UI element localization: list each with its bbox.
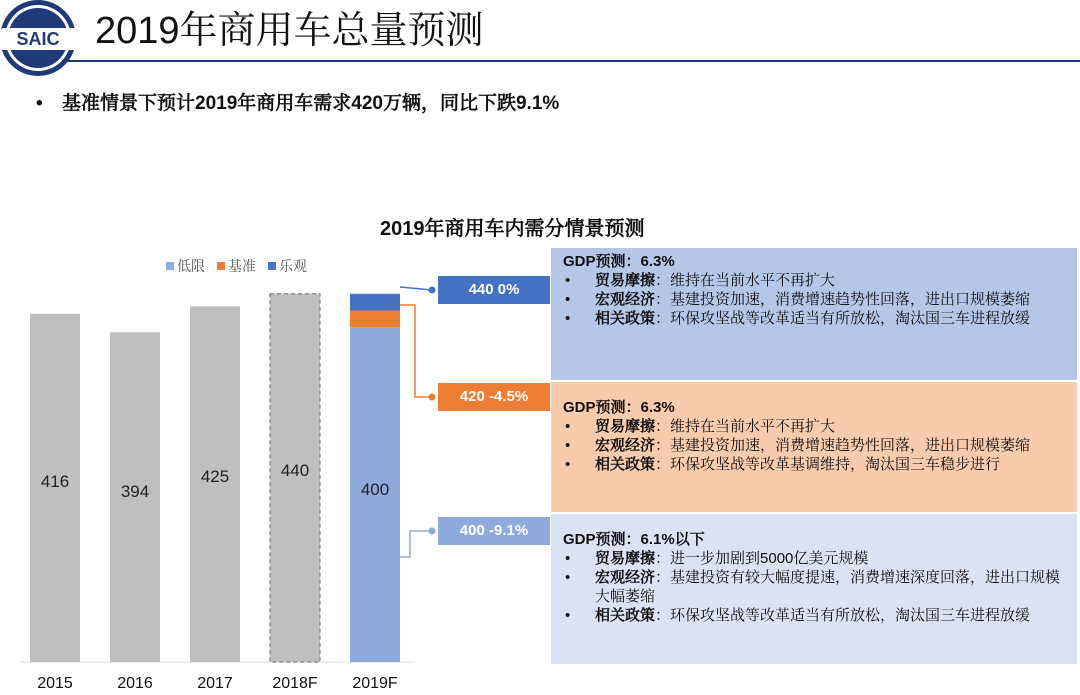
bar-2019F-optimistic xyxy=(350,294,400,311)
legend-swatch-2 xyxy=(268,262,276,270)
data-label-2017: 425 xyxy=(200,467,230,486)
tick-label-2016: 2016 xyxy=(117,675,153,692)
bullet-macro: • 宏观经济：基建投资加速，消费增速趋势性回落，进出口规模萎缩 xyxy=(563,290,1067,309)
logo-text: SAIC xyxy=(16,29,60,49)
bullet-trade: • 贸易摩擦：维持在当前水平不再扩大 xyxy=(563,417,1067,436)
scenario-label-baseline xyxy=(438,383,550,411)
bullet-macro: • 宏观经济：基建投资有较大幅度提速，消费增速深度回落，进出口规模大幅萎缩 xyxy=(563,568,1067,606)
gdp-forecast: GDP预测：6.3% xyxy=(563,399,675,416)
connector-low-dot xyxy=(429,528,436,535)
tick-label-2019F: 2019F xyxy=(352,675,398,692)
connector-optimistic-dot xyxy=(429,287,436,294)
bullet-policy: • 相关政策：环保攻坚战等改革适当有所放松，淘汰国三车进程放缓 xyxy=(563,606,1067,625)
bar-2019F-baseline xyxy=(350,310,400,327)
connector-baseline-dot xyxy=(429,394,436,401)
scenario-box-baseline xyxy=(551,382,1077,512)
subtitle-text: 基准情景下预计2019年商用车需求420万辆，同比下跌9.1% xyxy=(62,93,560,114)
bullet-macro: • 宏观经济：基建投资加速，消费增速趋势性回落，进出口规模萎缩 xyxy=(563,436,1067,455)
connector-optimistic xyxy=(400,287,432,290)
tick-label-2017: 2017 xyxy=(197,675,233,692)
scenario-label-low xyxy=(438,517,550,545)
bullet-policy: • 相关政策：环保攻坚战等改革适当有所放松，淘汰国三车进程放缓 xyxy=(563,309,1067,328)
gdp-forecast: GDP预测：6.3% xyxy=(563,253,675,270)
data-label-2019F: 400 xyxy=(360,480,390,499)
legend-swatch-1 xyxy=(217,262,225,270)
connector-low xyxy=(400,531,432,557)
scenario-label-text: 440 0% xyxy=(468,281,520,298)
page-title: 2019年商用车总量预测 xyxy=(95,10,484,52)
data-label-2015: 416 xyxy=(40,472,70,491)
bullet-dot: • xyxy=(36,93,43,114)
bullet-trade: • 贸易摩擦：进一步加剧到5000亿美元规模 xyxy=(563,549,1067,568)
tick-label-2018F: 2018F xyxy=(272,675,318,692)
data-label-2018F: 440 xyxy=(280,461,310,480)
scenario-box-optimistic xyxy=(551,248,1077,380)
gdp-forecast: GDP预测：6.1%以下 xyxy=(563,531,705,548)
data-label-2016: 394 xyxy=(120,482,150,501)
legend-label-1: 基准 xyxy=(228,258,256,274)
scenario-label-text: 420 -4.5% xyxy=(459,388,529,405)
scenario-label-text: 400 -9.1% xyxy=(459,522,529,539)
scenario-label-optimistic xyxy=(438,276,550,304)
bullet-trade: • 贸易摩擦：维持在当前水平不再扩大 xyxy=(563,271,1067,290)
scenario-box-low xyxy=(551,514,1077,664)
connector-baseline xyxy=(400,305,432,397)
legend-label-2: 乐观 xyxy=(279,258,307,274)
bullet-policy: • 相关政策：环保攻坚战等改革基调维持，淘汰国三车稳步进行 xyxy=(563,455,1067,474)
tick-label-2015: 2015 xyxy=(37,675,73,692)
legend-label-0: 低限 xyxy=(177,258,205,274)
chart-title: 2019年商用车内需分情景预测 xyxy=(380,218,645,240)
legend-swatch-0 xyxy=(166,262,174,270)
